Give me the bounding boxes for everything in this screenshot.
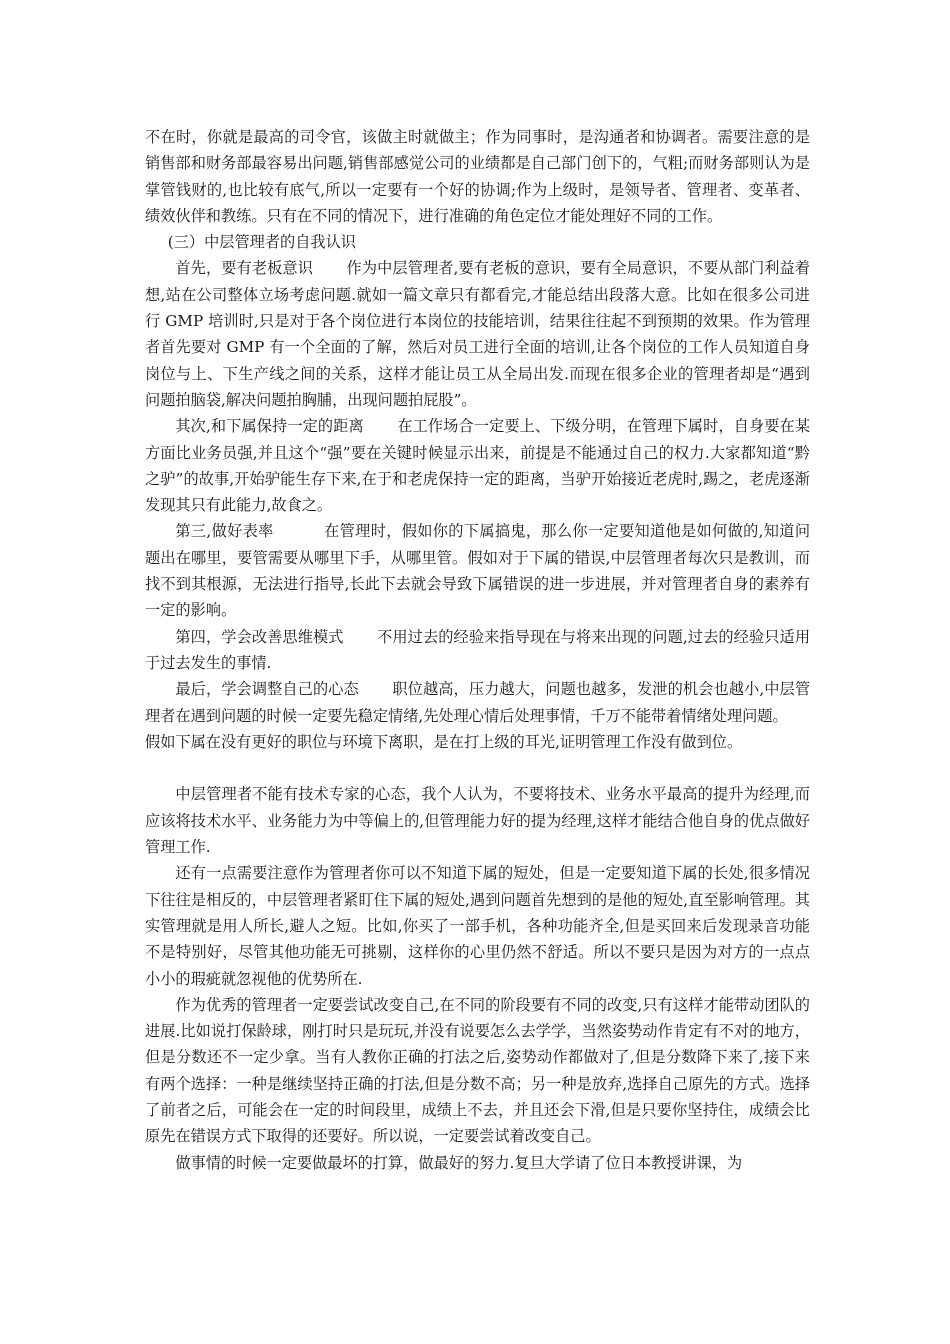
paragraph-lead: 第四，学会改善思维模式 [175,627,344,646]
paragraph-thinking-mode [145,624,810,677]
blank-line [145,755,810,781]
paragraph-technical-expert: 中层管理者不能有技术专家的心态，我个人认为，不要将技术、业务水平最高的提升为经理,而应该将技术水平、业务能力为中等偏上的,但管理能力好的提为经理,这样才能结合他自身的优点做好管理工作. [145,785,810,857]
document-page [145,124,810,1176]
paragraph-lead: 最后，学会调整自己的心态 [175,680,359,699]
paragraph-change-self: 作为优秀的管理者一定要尝试改变自己,在不同的阶段要有不同的改变,只有这样才能带动团队的进展.比如说打保龄球，刚打时只是玩玩,并没有说要怎么去学学，当然姿势动作肯定有不对的地方，但是分数还不一定少拿。当有人教你正确的打法之后,姿势动作都做对了,但是分数降下来了,接下来有两个选择：一种是继续坚持正确的打法,但是分数不高；另一种是放弃,选择自己原先的方式。选择了前者之后，可能会在一定的时间段里，成绩上不去，并且还会下滑,但是只要你坚持住，成绩会比原先在错误方式下取得的还要好。所以说，一定要尝试着改变自己。 [145,995,810,1146]
paragraph-body: 作为中层管理者,要有老板的意识，要有全局意识，不要从部门利益着想,站在公司整体立场考虑问题.就如一篇文章只有都看完,才能总结出段落大意。比如在很多公司进行 GMP 培训时,只是对于各个岗位进行本岗位的技能培训，结果往往起不到预期的效果。作为管理者首先要对 GMP 有一个全面的了解，然后对员工进行全面的培训,让各个岗位的工作人员知道自身岗位与上、下生产线之间的关系，这样才能让员工从全局出发.而现在很多企业的管理者却是“遇到问题拍脑袋,解决问题拍胸脯，出现问题拍屁股”。 [145,259,811,409]
paragraph-distance [145,413,810,518]
paragraph-body: 职位越高，压力越大，问题也越多，发泄的机会也越小,中层管理者在遇到问题的时候一定要先稳定情绪,先处理心情后处理事情，千万不能带着情绪处理问题。 [145,680,811,725]
paragraph-continued: 不在时，你就是最高的司令官，该做主时就做主；作为同事时，是沟通者和协调者。需要注意的是销售部和财务部最容易出问题,销售部感觉公司的业绩都是自己部门创下的，气粗;而财务部则认为是掌管钱财的,也比较有底气,所以一定要有一个好的协调;作为上级时，是领导者、管理者、变革者、绩效伙伴和教练。只有在不同的情况下，进行准确的角色定位才能处理好不同的工作。 [145,128,810,225]
paragraph-mindset [145,676,810,729]
paragraph-resignation: 假如下属在没有更好的职位与环境下离职，是在打上级的耳光,证明管理工作没有做到位。 [145,732,743,751]
paragraph-lead: 其次,和下属保持一定的距离 [175,417,364,436]
section-heading: (三）中层管理者的自我认识 [167,233,356,252]
paragraph-strengths: 还有一点需要注意作为管理者你可以不知道下属的短处，但是一定要知道下属的长处,很多情况下往往是相反的，中层管理者紧盯住下属的短处,遇到问题首先想到的是他的短处,直至影响管理。其实管理就是用人所长,避人之短。比如,你买了一部手机，各种功能齐全,但是买回来后发现录音功能不是特别好，尽管其他功能无可挑剔，这样你的心里仍然不舒适。所以不要只是因为对方的一点点小小的瑕疵就忽视他的优势所在. [145,864,810,988]
paragraph-body: 在管理时，假如你的下属搞鬼，那么你一定要知道他是如何做的,知道问题出在哪里，要管需要从哪里下手，从哪里管。假如对于下属的错误,中层管理者每次只是教训，而找不到其根源，无法进行指导,长此下去就会导致下属错误的进一步进展，并对管理者自身的素养有一定的影响。 [145,522,811,620]
paragraph-example [145,518,810,623]
paragraph-body: 在工作场合一定要上、下级分明，在管理下属时，自身要在某方面比业务员强,并且这个“强”要在关键时候显示出来，前提是不能通过自己的权力.大家都知道“黔之驴”的故事,开始驴能生存下来,在于和老虎保持一定的距离，当驴开始接近老虎时,踢之，老虎逐渐发现其只有此能力,故食之。 [145,417,811,515]
paragraph-boss-awareness [145,255,810,413]
paragraph-body: 不用过去的经验来指导现在与将来出现的问题,过去的经验只适用于过去发生的事情. [145,627,811,672]
paragraph-lead: 首先，要有老板意识 [175,259,313,278]
paragraph-lead: 第三,做好表率 [175,522,274,541]
paragraph-worst-case: 做事情的时候一定要做最坏的打算，做最好的努力.复旦大学请了位日本教授讲课，为 [175,1153,743,1172]
